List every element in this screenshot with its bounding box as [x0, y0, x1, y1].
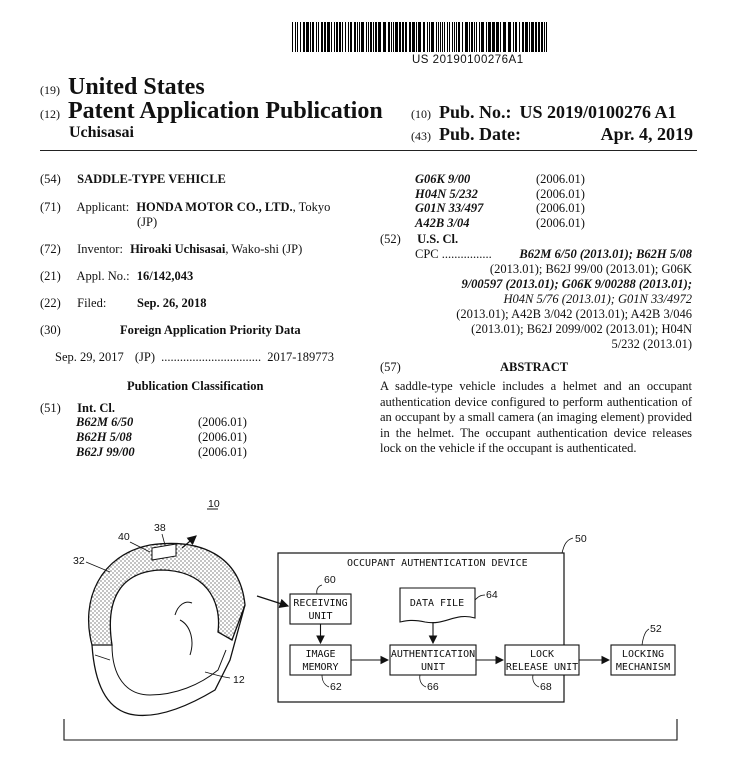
inid-code: (43): [411, 129, 431, 143]
cpc-line: (2013.01); B62J 99/00 (2013.01); G06K: [489, 262, 692, 276]
cpc-line: (2013.01); B62J 2099/002 (2013.01); H04N: [471, 322, 692, 336]
abstract-text: A saddle-type vehicle includes a helmet and an occupant authentication device configured to perform authentication of an occupant by a small camera (an imaging element) provided in the helmet. The occupant authentication device releases lock on the vehicle if the occupant is authenticated.: [380, 379, 692, 455]
barcode-bar: [500, 22, 501, 52]
barcode-bar: [357, 22, 358, 52]
title: SADDLE-TYPE VEHICLE: [77, 172, 226, 186]
barcode-bar: [342, 22, 343, 52]
barcode-bar: [395, 22, 398, 52]
leader-dots: ................................: [161, 350, 262, 364]
locking-mechanism-label-1: LOCKING: [621, 649, 665, 660]
barcode-bar: [442, 22, 443, 52]
barcode-bar: [429, 22, 430, 52]
barcode-bar: [544, 22, 545, 52]
field-22: [40, 296, 106, 311]
ref-50: 50: [575, 533, 587, 545]
barcode-bar: [393, 22, 394, 52]
int-cl-version: (2006.01): [536, 201, 585, 215]
barcode-bar: [375, 22, 377, 52]
int-cl-row: [415, 172, 615, 187]
barcode-bar: [334, 22, 335, 52]
pub-date-line: [411, 124, 693, 145]
barcode: [292, 22, 547, 52]
barcode-bar: [471, 22, 473, 52]
ref-66: 66: [427, 681, 439, 693]
appl-no: 16/142,043: [136, 269, 194, 283]
receiving-unit-label-2: UNIT: [308, 611, 333, 622]
int-cl-continued: [415, 172, 615, 230]
barcode-bar: [436, 22, 437, 52]
int-cl-code: B62M 6/50: [76, 415, 134, 429]
foreign-priority-heading: Foreign Application Priority Data: [120, 323, 301, 337]
int-cl-row: [415, 187, 615, 202]
barcode-bar: [479, 22, 480, 52]
int-cl-row: [76, 430, 266, 445]
field-71: [40, 200, 330, 215]
barcode-number: US 20190100276A1: [412, 54, 524, 66]
barcode-bar: [354, 22, 356, 52]
barcode-bar: [373, 22, 374, 52]
int-cl-version: (2006.01): [198, 430, 247, 444]
pub-number-line: [411, 102, 677, 123]
applicant-label: Applicant:: [76, 200, 130, 214]
inventor-label: Inventor:: [77, 242, 123, 256]
locking-mechanism-label-2: MECHANISM: [615, 662, 671, 673]
barcode-bar: [312, 22, 314, 52]
field-52: [380, 232, 458, 247]
abstract-heading: ABSTRACT: [500, 360, 569, 374]
ref-62: 62: [330, 681, 342, 693]
inid-code: (12): [40, 107, 60, 121]
foreign-date: Sep. 29, 2017: [55, 350, 124, 364]
country-line: [40, 74, 205, 101]
pub-type-line: [40, 98, 383, 125]
barcode-bar: [361, 22, 364, 52]
barcode-bar: [458, 22, 460, 52]
authentication-unit-label-2: UNIT: [420, 662, 446, 673]
inventor-surname: Uchisasai: [69, 124, 134, 141]
barcode-bar: [440, 22, 441, 52]
barcode-bar: [538, 22, 540, 52]
publication-classification-heading: Publication Classification: [127, 379, 264, 393]
int-cl-row: [415, 201, 615, 216]
cpc-line: 9/00597 (2013.01); G06K 9/00288 (2013.01);: [461, 277, 692, 291]
inid-code: (54): [40, 172, 61, 186]
ref-64: 64: [486, 589, 498, 601]
helmet-drawing: [89, 536, 245, 715]
ref-40: 40: [118, 531, 130, 543]
barcode-bar: [541, 22, 543, 52]
cpc-line: H04N 5/76 (2013.01); G01N 33/4972: [503, 292, 692, 306]
int-cl-row: [415, 216, 615, 231]
inid-code: (52): [380, 232, 401, 246]
pub-date-label: Pub. Date:: [439, 124, 521, 144]
barcode-bar: [297, 22, 298, 52]
cpc-text: B62M 6/50 (2013.01); B62H 5/08: [519, 247, 692, 261]
barcode-bar: [331, 22, 332, 52]
barcode-bar: [295, 22, 296, 52]
int-cl-version: (2006.01): [536, 172, 585, 186]
header-rule: [40, 150, 697, 151]
barcode-bar: [427, 22, 428, 52]
barcode-bar: [321, 22, 323, 52]
cpc-line: 5/232 (2013.01): [611, 337, 692, 351]
field-51: [40, 401, 115, 416]
pub-number-label: Pub. No.:: [439, 102, 512, 122]
barcode-bar: [383, 22, 386, 52]
int-cl-version: (2006.01): [198, 445, 247, 459]
int-cl-code: G01N 33/497: [415, 201, 484, 215]
barcode-bar: [316, 22, 317, 52]
applicant-country: (JP): [137, 215, 158, 229]
cpc-line: (2013.01); A42B 3/042 (2013.01); A42B 3/046: [456, 307, 692, 321]
barcode-bar: [318, 22, 319, 52]
ref-38: 38: [154, 522, 166, 534]
inventor-name: Hiroaki Uchisasai: [130, 242, 226, 256]
inid-code: (21): [40, 269, 61, 283]
barcode-bar: [454, 22, 455, 52]
figure-drawing: [0, 490, 737, 768]
barcode-bar: [515, 22, 517, 52]
ref-12: 12: [233, 674, 245, 686]
barcode-bar: [388, 22, 390, 52]
inid-code: (19): [40, 83, 60, 97]
int-cl-code: B62J 99/00: [76, 445, 135, 459]
barcode-bar: [438, 22, 439, 52]
int-cl-code: H04N 5/232: [415, 186, 478, 201]
lock-release-label-1: LOCK: [529, 649, 555, 660]
us-cl-label: U.S. Cl.: [417, 232, 459, 246]
barcode-bar: [513, 22, 514, 52]
cpc-line: [415, 247, 692, 262]
field-21: [40, 269, 193, 284]
int-cl-code: G06K 9/00: [415, 172, 471, 186]
barcode-bar: [324, 22, 326, 52]
inventor-location: , Wako-shi (JP): [225, 242, 303, 256]
inid-code: (72): [40, 242, 61, 256]
barcode-bar: [496, 22, 499, 52]
barcode-bar: [546, 22, 547, 52]
barcode-bar: [508, 22, 511, 52]
appl-no-label: Appl. No.:: [76, 269, 130, 283]
ref-60: 60: [324, 574, 336, 586]
barcode-bar: [402, 22, 404, 52]
barcode-bar: [350, 22, 352, 52]
ref-52: 52: [650, 623, 662, 635]
barcode-bar: [519, 22, 520, 52]
filed-date: Sep. 26, 2018: [137, 296, 207, 310]
inid-code: (51): [40, 401, 61, 415]
int-cl-version: (2006.01): [198, 415, 247, 429]
int-cl-version: (2006.01): [536, 186, 585, 201]
barcode-bar: [405, 22, 407, 52]
int-cl-code: A42B 3/04: [415, 215, 470, 230]
int-cl-version: (2006.01): [536, 215, 585, 230]
inid-code: (30): [40, 323, 61, 337]
country: United States: [68, 74, 205, 100]
filed-label: Filed:: [77, 296, 107, 310]
field-57: [380, 360, 692, 375]
publication-type: Patent Application Publication: [68, 98, 383, 124]
barcode-bar: [418, 22, 421, 52]
inid-code: (71): [40, 200, 61, 214]
barcode-bar: [306, 22, 309, 52]
barcode-bar: [535, 22, 537, 52]
barcode-bar: [522, 22, 524, 52]
barcode-bar: [292, 22, 293, 52]
barcode-bar: [488, 22, 491, 52]
barcode-bar: [447, 22, 448, 52]
figure-ref-10: 10: [208, 498, 220, 510]
barcode-bar: [452, 22, 453, 52]
barcode-bar: [348, 22, 349, 52]
barcode-bar: [336, 22, 338, 52]
field-72: [40, 242, 302, 257]
barcode-bar: [300, 22, 301, 52]
inid-code: (57): [380, 360, 401, 374]
barcode-bar: [368, 22, 369, 52]
inid-code: (10): [411, 107, 431, 121]
barcode-bar: [481, 22, 484, 52]
foreign-number: 2017-189773: [267, 350, 334, 364]
barcode-bar: [529, 22, 530, 52]
field-30: [40, 323, 74, 338]
bottom-bracket: [64, 719, 677, 740]
barcode-bar: [469, 22, 470, 52]
receiving-unit-label-1: RECEIVING: [293, 598, 348, 609]
int-cl-code: B62H 5/08: [76, 430, 132, 444]
barcode-bar: [391, 22, 392, 52]
inid-code: (22): [40, 296, 61, 310]
barcode-bar: [492, 22, 495, 52]
barcode-bar: [359, 22, 360, 52]
authentication-unit-label-1: AUTHENTICATION: [390, 649, 476, 660]
foreign-country: (JP): [134, 350, 156, 364]
barcode-bar: [444, 22, 445, 52]
barcode-bar: [431, 22, 434, 52]
barcode-bar: [456, 22, 457, 52]
barcode-bar: [345, 22, 346, 52]
barcode-bar: [449, 22, 450, 52]
barcode-bar: [525, 22, 528, 52]
data-file-label: DATA FILE: [409, 598, 465, 609]
barcode-bar: [310, 22, 311, 52]
lock-release-label-2: RELEASE UNIT: [505, 662, 579, 673]
applicant-name: HONDA MOTOR CO., LTD.: [136, 200, 293, 214]
pub-date: Apr. 4, 2019: [600, 124, 693, 144]
barcode-bar: [378, 22, 381, 52]
int-cl-label: Int. Cl.: [77, 401, 115, 415]
barcode-bar: [462, 22, 463, 52]
barcode-bar: [370, 22, 372, 52]
device-title: OCCUPANT AUTHENTICATION DEVICE: [347, 558, 528, 569]
barcode-bar: [399, 22, 401, 52]
barcode-bar: [339, 22, 341, 52]
barcode-bar: [531, 22, 534, 52]
foreign-priority-row: [55, 350, 334, 365]
ref-68: 68: [540, 681, 552, 693]
int-cl-row: [76, 415, 266, 430]
barcode-bar: [486, 22, 487, 52]
barcode-bar: [476, 22, 477, 52]
applicant-location: , Tokyo: [292, 200, 331, 214]
barcode-bar: [366, 22, 367, 52]
pub-number: US 2019/0100276 A1: [519, 102, 677, 122]
barcode-bar: [303, 22, 305, 52]
int-cl-list: [76, 415, 266, 460]
barcode-bar: [409, 22, 411, 52]
barcode-bar: [503, 22, 506, 52]
barcode-bar: [327, 22, 330, 52]
int-cl-row: [76, 445, 266, 460]
barcode-bar: [474, 22, 475, 52]
barcode-bar: [465, 22, 468, 52]
cpc-block: [415, 247, 692, 352]
barcode-bar: [416, 22, 417, 52]
ref-32: 32: [73, 555, 85, 567]
image-memory-label-2: MEMORY: [302, 662, 339, 673]
cpc-label: CPC ................: [415, 247, 492, 261]
field-54: [40, 172, 226, 187]
image-memory-label-1: IMAGE: [305, 649, 336, 660]
barcode-bar: [412, 22, 415, 52]
barcode-bar: [423, 22, 425, 52]
